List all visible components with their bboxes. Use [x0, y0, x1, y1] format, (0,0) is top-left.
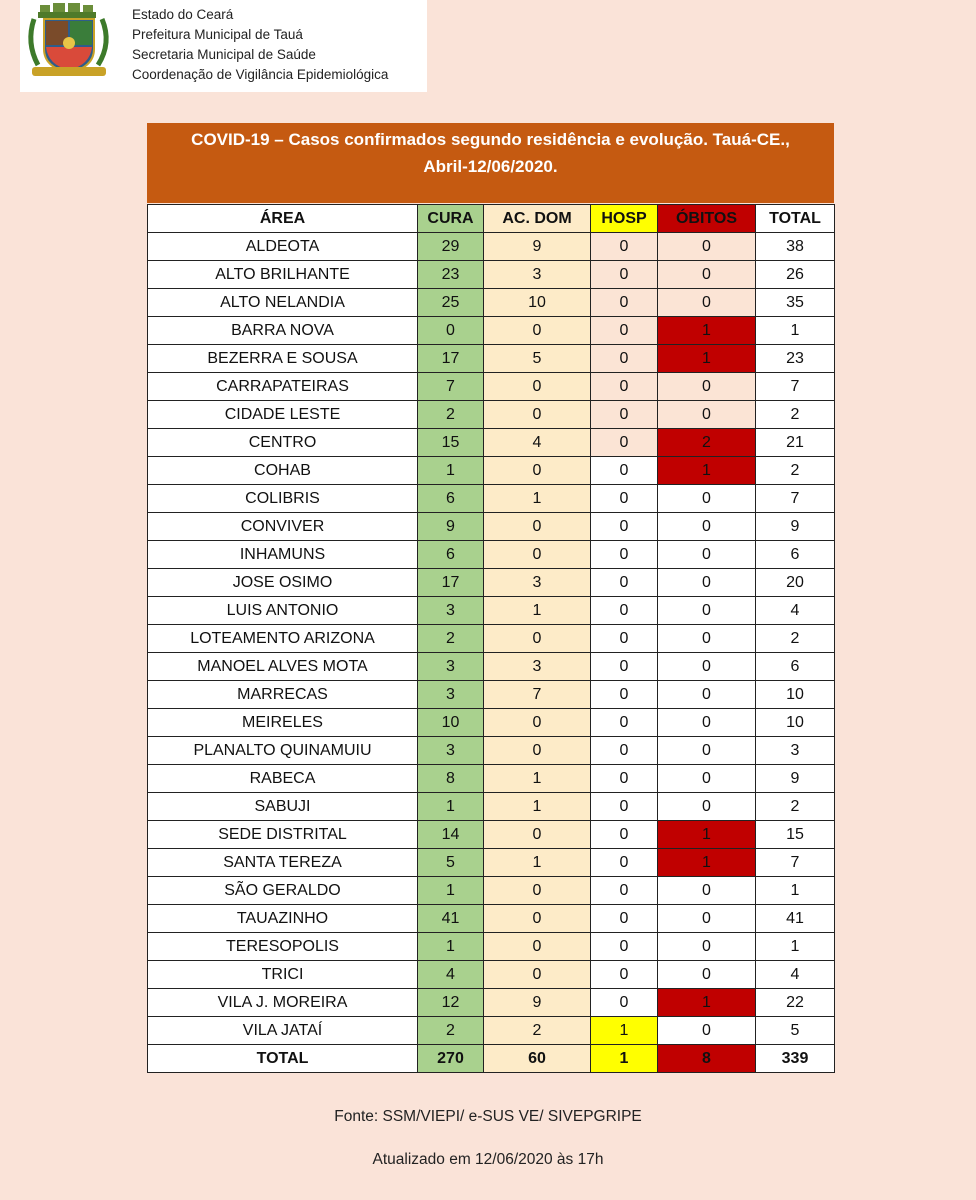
cura-cell: 2 — [418, 1017, 484, 1045]
total-cell: 1 — [756, 317, 835, 345]
table-row — [148, 485, 835, 513]
cura-cell: 2 — [418, 401, 484, 429]
ac-dom-cell: 0 — [484, 401, 591, 429]
total-cell: 1 — [756, 933, 835, 961]
ac-dom-cell: 60 — [484, 1045, 591, 1073]
total-cell: 7 — [756, 373, 835, 401]
table-row — [148, 1017, 835, 1045]
hosp-cell: 0 — [591, 485, 658, 513]
hosp-cell: 0 — [591, 933, 658, 961]
hosp-cell: 0 — [591, 681, 658, 709]
area-cell: COHAB — [148, 457, 418, 485]
area-cell: TAUAZINHO — [148, 905, 418, 933]
obitos-cell: 0 — [658, 373, 756, 401]
ac-dom-cell: 0 — [484, 373, 591, 401]
table-row — [148, 849, 835, 877]
hosp-cell: 0 — [591, 289, 658, 317]
total-cell: 6 — [756, 653, 835, 681]
area-cell: CIDADE LESTE — [148, 401, 418, 429]
total-cell: 7 — [756, 485, 835, 513]
area-cell: TERESOPOLIS — [148, 933, 418, 961]
total-cell: 6 — [756, 541, 835, 569]
obitos-cell: 0 — [658, 597, 756, 625]
obitos-cell: 0 — [658, 261, 756, 289]
area-cell: COLIBRIS — [148, 485, 418, 513]
obitos-cell: 0 — [658, 1017, 756, 1045]
table-title-line2: Abril-12/06/2020. — [423, 157, 558, 176]
table-row — [148, 429, 835, 457]
obitos-cell: 0 — [658, 513, 756, 541]
obitos-cell: 2 — [658, 429, 756, 457]
cura-cell: 29 — [418, 233, 484, 261]
obitos-cell: 0 — [658, 233, 756, 261]
cura-cell: 12 — [418, 989, 484, 1017]
ac-dom-cell: 4 — [484, 429, 591, 457]
hosp-cell: 0 — [591, 373, 658, 401]
hosp-cell: 0 — [591, 961, 658, 989]
hosp-cell: 0 — [591, 457, 658, 485]
table-row — [148, 961, 835, 989]
cura-cell: 3 — [418, 737, 484, 765]
table-row — [148, 933, 835, 961]
ac-dom-cell: 3 — [484, 261, 591, 289]
total-cell: 26 — [756, 261, 835, 289]
total-cell: 339 — [756, 1045, 835, 1073]
hosp-cell: 1 — [591, 1017, 658, 1045]
municipal-coat-of-arms-icon — [22, 3, 118, 83]
obitos-cell: 0 — [658, 905, 756, 933]
hosp-cell: 0 — [591, 765, 658, 793]
area-cell: JOSE OSIMO — [148, 569, 418, 597]
header-line-secretariat: Secretaria Municipal de Saúde — [132, 47, 316, 62]
cura-cell: 1 — [418, 457, 484, 485]
hosp-cell: 0 — [591, 877, 658, 905]
obitos-cell: 0 — [658, 877, 756, 905]
header-box — [20, 0, 427, 92]
ac-dom-cell: 9 — [484, 233, 591, 261]
cura-cell: 8 — [418, 765, 484, 793]
table-row — [148, 457, 835, 485]
cura-cell: 3 — [418, 653, 484, 681]
table-row — [148, 793, 835, 821]
area-cell: RABECA — [148, 765, 418, 793]
area-cell: INHAMUNS — [148, 541, 418, 569]
cura-cell: 25 — [418, 289, 484, 317]
total-cell: 38 — [756, 233, 835, 261]
ac-dom-cell: 10 — [484, 289, 591, 317]
cura-cell: 3 — [418, 681, 484, 709]
table-row — [148, 345, 835, 373]
table-row — [148, 765, 835, 793]
area-cell: SABUJI — [148, 793, 418, 821]
header-area: ÁREA — [148, 205, 418, 233]
total-cell: 35 — [756, 289, 835, 317]
cura-cell: 41 — [418, 905, 484, 933]
table-row — [148, 681, 835, 709]
obitos-cell: 1 — [658, 849, 756, 877]
header-total: TOTAL — [756, 205, 835, 233]
total-cell: 10 — [756, 709, 835, 737]
cura-cell: 17 — [418, 345, 484, 373]
ac-dom-cell: 3 — [484, 569, 591, 597]
header-text-block — [132, 5, 388, 85]
table-row — [148, 513, 835, 541]
updated-note: Atualizado em 12/06/2020 às 17h — [372, 1151, 604, 1168]
area-cell: BEZERRA E SOUSA — [148, 345, 418, 373]
hosp-cell: 0 — [591, 653, 658, 681]
table-body — [148, 233, 835, 1073]
hosp-cell: 0 — [591, 429, 658, 457]
area-cell: PLANALTO QUINAMUIU — [148, 737, 418, 765]
table-row — [148, 653, 835, 681]
cura-cell: 7 — [418, 373, 484, 401]
ac-dom-cell: 1 — [484, 485, 591, 513]
hosp-cell: 0 — [591, 345, 658, 373]
obitos-cell: 1 — [658, 989, 756, 1017]
ac-dom-cell: 3 — [484, 653, 591, 681]
area-cell: SANTA TEREZA — [148, 849, 418, 877]
table-row — [148, 877, 835, 905]
hosp-cell: 0 — [591, 709, 658, 737]
area-cell: SÃO GERALDO — [148, 877, 418, 905]
hosp-cell: 0 — [591, 849, 658, 877]
total-cell: 5 — [756, 1017, 835, 1045]
hosp-cell: 0 — [591, 989, 658, 1017]
total-cell: 2 — [756, 793, 835, 821]
table-row — [148, 261, 835, 289]
cura-cell: 6 — [418, 541, 484, 569]
area-cell: VILA JATAÍ — [148, 1017, 418, 1045]
area-cell: SEDE DISTRITAL — [148, 821, 418, 849]
cura-cell: 270 — [418, 1045, 484, 1073]
hosp-cell: 0 — [591, 597, 658, 625]
obitos-cell: 0 — [658, 961, 756, 989]
total-cell: 9 — [756, 513, 835, 541]
header-line-state: Estado do Ceará — [132, 7, 234, 22]
table-row — [148, 905, 835, 933]
header-ac-dom: AC. DOM — [484, 205, 591, 233]
area-cell: CONVIVER — [148, 513, 418, 541]
hosp-cell: 0 — [591, 625, 658, 653]
obitos-cell: 0 — [658, 793, 756, 821]
ac-dom-cell: 0 — [484, 821, 591, 849]
cura-cell: 2 — [418, 625, 484, 653]
cura-cell: 17 — [418, 569, 484, 597]
area-cell: LOTEAMENTO ARIZONA — [148, 625, 418, 653]
ac-dom-cell: 0 — [484, 541, 591, 569]
ac-dom-cell: 0 — [484, 625, 591, 653]
area-cell: TRICI — [148, 961, 418, 989]
table-row — [148, 597, 835, 625]
cura-cell: 1 — [418, 877, 484, 905]
hosp-cell: 1 — [591, 1045, 658, 1073]
ac-dom-cell: 0 — [484, 317, 591, 345]
obitos-cell: 0 — [658, 737, 756, 765]
hosp-cell: 0 — [591, 513, 658, 541]
table-row — [148, 737, 835, 765]
total-cell: 1 — [756, 877, 835, 905]
ac-dom-cell: 1 — [484, 597, 591, 625]
hosp-cell: 0 — [591, 233, 658, 261]
obitos-cell: 1 — [658, 317, 756, 345]
ac-dom-cell: 1 — [484, 793, 591, 821]
table-row — [148, 625, 835, 653]
cura-cell: 6 — [418, 485, 484, 513]
total-cell: 4 — [756, 597, 835, 625]
ac-dom-cell: 1 — [484, 765, 591, 793]
area-cell: BARRA NOVA — [148, 317, 418, 345]
obitos-cell: 8 — [658, 1045, 756, 1073]
cura-cell: 23 — [418, 261, 484, 289]
total-cell: 41 — [756, 905, 835, 933]
area-cell: MANOEL ALVES MOTA — [148, 653, 418, 681]
obitos-cell: 0 — [658, 765, 756, 793]
cura-cell: 9 — [418, 513, 484, 541]
ac-dom-cell: 1 — [484, 849, 591, 877]
cura-cell: 10 — [418, 709, 484, 737]
table-row — [148, 821, 835, 849]
hosp-cell: 0 — [591, 737, 658, 765]
total-cell: 15 — [756, 821, 835, 849]
hosp-cell: 0 — [591, 401, 658, 429]
area-cell: MARRECAS — [148, 681, 418, 709]
area-cell: TOTAL — [148, 1045, 418, 1073]
total-cell: 23 — [756, 345, 835, 373]
ac-dom-cell: 0 — [484, 877, 591, 905]
total-cell: 20 — [756, 569, 835, 597]
obitos-cell: 0 — [658, 401, 756, 429]
obitos-cell: 1 — [658, 345, 756, 373]
table-header-row — [148, 205, 835, 233]
cura-cell: 15 — [418, 429, 484, 457]
ac-dom-cell: 5 — [484, 345, 591, 373]
obitos-cell: 0 — [658, 653, 756, 681]
table-row — [148, 709, 835, 737]
ac-dom-cell: 7 — [484, 681, 591, 709]
total-cell: 2 — [756, 401, 835, 429]
total-cell: 10 — [756, 681, 835, 709]
cura-cell: 4 — [418, 961, 484, 989]
obitos-cell: 1 — [658, 457, 756, 485]
table-row — [148, 233, 835, 261]
cura-cell: 5 — [418, 849, 484, 877]
hosp-cell: 0 — [591, 261, 658, 289]
header-hosp: HOSP — [591, 205, 658, 233]
hosp-cell: 0 — [591, 905, 658, 933]
area-cell: CENTRO — [148, 429, 418, 457]
total-cell: 3 — [756, 737, 835, 765]
area-cell: ALTO NELANDIA — [148, 289, 418, 317]
table-row — [148, 569, 835, 597]
ac-dom-cell: 0 — [484, 905, 591, 933]
ac-dom-cell: 0 — [484, 933, 591, 961]
obitos-cell: 0 — [658, 933, 756, 961]
table-row — [148, 401, 835, 429]
area-cell: ALTO BRILHANTE — [148, 261, 418, 289]
cases-table — [147, 204, 835, 1073]
total-cell: 9 — [756, 765, 835, 793]
table-title — [147, 123, 834, 203]
table-row — [148, 373, 835, 401]
hosp-cell: 0 — [591, 793, 658, 821]
obitos-cell: 0 — [658, 485, 756, 513]
area-cell: MEIRELES — [148, 709, 418, 737]
header-cura: CURA — [418, 205, 484, 233]
total-cell: 7 — [756, 849, 835, 877]
source-note: Fonte: SSM/VIEPI/ e-SUS VE/ SIVEPGRIPE — [334, 1108, 642, 1125]
table-row — [148, 541, 835, 569]
obitos-cell: 0 — [658, 709, 756, 737]
total-cell: 22 — [756, 989, 835, 1017]
obitos-cell: 0 — [658, 625, 756, 653]
ac-dom-cell: 0 — [484, 513, 591, 541]
table-row — [148, 989, 835, 1017]
ac-dom-cell: 9 — [484, 989, 591, 1017]
total-cell: 2 — [756, 625, 835, 653]
total-cell: 4 — [756, 961, 835, 989]
area-cell: ALDEOTA — [148, 233, 418, 261]
table-row — [148, 317, 835, 345]
ac-dom-cell: 0 — [484, 737, 591, 765]
cura-cell: 1 — [418, 793, 484, 821]
hosp-cell: 0 — [591, 541, 658, 569]
obitos-cell: 0 — [658, 541, 756, 569]
cura-cell: 3 — [418, 597, 484, 625]
header-line-coordination: Coordenação de Vigilância Epidemiológica — [132, 67, 389, 82]
table-row — [148, 289, 835, 317]
cura-cell: 14 — [418, 821, 484, 849]
area-cell: VILA J. MOREIRA — [148, 989, 418, 1017]
obitos-cell: 0 — [658, 569, 756, 597]
hosp-cell: 0 — [591, 821, 658, 849]
hosp-cell: 0 — [591, 317, 658, 345]
ac-dom-cell: 0 — [484, 457, 591, 485]
obitos-cell: 0 — [658, 289, 756, 317]
total-cell: 21 — [756, 429, 835, 457]
total-cell: 2 — [756, 457, 835, 485]
obitos-cell: 1 — [658, 821, 756, 849]
ac-dom-cell: 2 — [484, 1017, 591, 1045]
hosp-cell: 0 — [591, 569, 658, 597]
header-obitos: ÓBITOS — [658, 205, 756, 233]
cura-cell: 0 — [418, 317, 484, 345]
table-title-line1: COVID-19 – Casos confirmados segundo residência e evolução. Tauá-CE., — [191, 130, 790, 149]
area-cell: CARRAPATEIRAS — [148, 373, 418, 401]
obitos-cell: 0 — [658, 681, 756, 709]
area-cell: LUIS ANTONIO — [148, 597, 418, 625]
cura-cell: 1 — [418, 933, 484, 961]
table-total-row — [148, 1045, 835, 1073]
ac-dom-cell: 0 — [484, 709, 591, 737]
header-line-prefecture: Prefeitura Municipal de Tauá — [132, 27, 303, 42]
ac-dom-cell: 0 — [484, 961, 591, 989]
